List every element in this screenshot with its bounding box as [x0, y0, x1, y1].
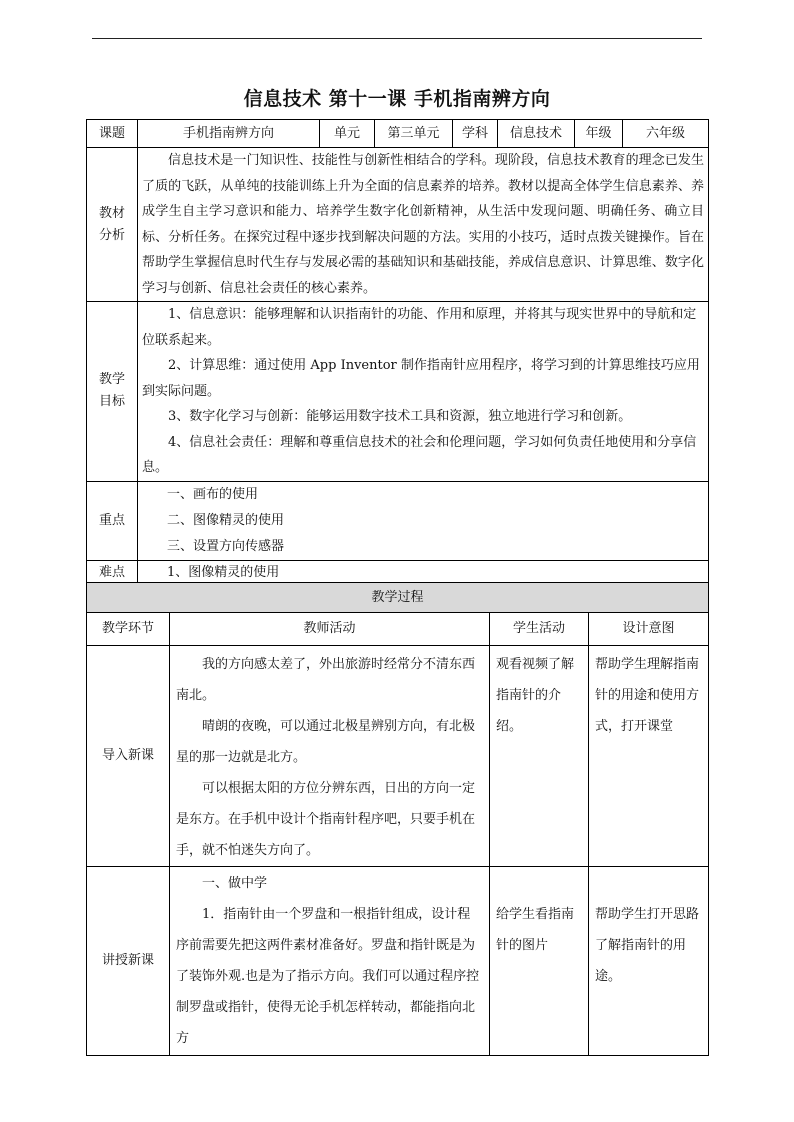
- key-points-label: 重点: [87, 481, 138, 560]
- teacher-activity-cell: [170, 867, 490, 1056]
- subject-value: 信息技术: [498, 120, 575, 148]
- column-header-teacher: 教师活动: [170, 613, 490, 646]
- key-point-item: 三、设置方向传感器: [167, 538, 285, 554]
- process-header-row: [87, 583, 709, 613]
- topic-label: 课题: [87, 120, 138, 148]
- goal-item: 4、信息社会责任：理解和尊重信息技术的社会和伦理问题，学习如何负责任地使用和分享信息。: [142, 434, 697, 475]
- process-header: 教学过程: [87, 583, 709, 613]
- teacher-activity-paragraph: 可以根据太阳的方位分辨东西，日出的方向一定是东方。在手机中设计个指南针程序吧，只要手机在手，就不怕迷失方向了。: [176, 781, 476, 858]
- column-header-stage: 教学环节: [87, 613, 170, 646]
- page-title: 信息技术 第十一课 手机指南辨方向: [243, 88, 551, 110]
- column-header-student: 学生活动: [490, 613, 589, 646]
- goal-item: 3、数字化学习与创新：能够运用数字技术工具和资源，独立地进行学习和创新。: [168, 409, 632, 424]
- key-points-row: [87, 481, 709, 560]
- stage-cell: 导入新课: [87, 646, 170, 867]
- grade-label: 年级: [575, 120, 623, 148]
- key-point-item: 一、画布的使用: [167, 486, 259, 502]
- student-activity-text: 观看视频了解指南针的介绍。: [496, 657, 575, 734]
- process-row-intro: [87, 646, 709, 867]
- subject-label: 学科: [453, 120, 498, 148]
- teacher-activity-paragraph: 1．指南针由一个罗盘和一根指针组成，设计程序前需要先把这两件素材准备好。罗盘和指针既是为了装饰外观.也是为了指示方向。我们可以通过程序控制罗盘或指针，使得无论手机怎样转动，都能指向北方: [176, 907, 480, 1046]
- design-intent-cell: [589, 646, 709, 867]
- difficulty-label: 难点: [87, 560, 138, 586]
- unit-value: 第三单元: [375, 120, 453, 148]
- info-row: [87, 120, 709, 148]
- teacher-activity-paragraph: 我的方向感太差了，外出旅游时经常分不清东西南北。: [176, 657, 476, 703]
- student-activity-text: 给学生看指南针的图片: [496, 907, 575, 953]
- goal-item: 1、信息意识：能够理解和认识指南针的功能、作用和原理，并将其与现实世界中的导航和定位联系起来。: [142, 307, 697, 348]
- analysis-row: [87, 148, 709, 302]
- goals-label: 教学 目标: [87, 302, 138, 482]
- analysis-text: 信息技术是一门知识性、技能性与创新性相结合的学科。现阶段，信息技术教育的理念已发生了质的飞跃，从单纯的技能训练上升为全面的信息素养的培养。教材以提高全体学生信息素养、养成学生自主学习意识和能力、培养学生数字化创新精神，从生活中发现问题、明确任务、确立目标、分析任务。在探究过程中逐步找到解决问题的方法。实用的小技巧，适时点拨关键操作。旨在帮助学生掌握信息时代生存与发展必需的基础知识和基础技能，养成信息意识、计算思维、数字化学习与创新、信息社会责任的核心素养。: [142, 153, 704, 296]
- process-columns-row: [87, 613, 709, 646]
- goal-item: 2、计算思维：通过使用 App Inventor 制作指南针应用程序，将学习到的计算思维技巧应用到实际问题。: [142, 358, 700, 399]
- difficulty-text: 1、图像精灵的使用: [138, 560, 709, 586]
- teacher-activity-cell: [170, 646, 490, 867]
- analysis-cell: [138, 148, 709, 302]
- design-intent-cell: [589, 867, 709, 1056]
- grade-value: 六年级: [623, 120, 709, 148]
- student-activity-cell: [490, 646, 589, 867]
- stage-cell: 讲授新课: [87, 867, 170, 1056]
- design-intent-text: 帮助学生打开思路了解指南针的用途。: [595, 907, 700, 984]
- key-points-cell: [138, 481, 709, 560]
- process-row-new-lesson: [87, 867, 709, 1056]
- lesson-info-table: [86, 119, 709, 587]
- teacher-activity-paragraph: 一、做中学: [202, 876, 268, 891]
- teacher-activity-paragraph: 晴朗的夜晚，可以通过北极星辨别方向，有北极星的那一边就是北方。: [176, 719, 476, 765]
- student-activity-cell: [490, 867, 589, 1056]
- goals-cell: [138, 302, 709, 482]
- design-intent-text: 帮助学生理解指南针的用途和使用方式，打开课堂: [595, 657, 700, 734]
- topic-value: 手机指南辨方向: [138, 120, 320, 148]
- goals-row: [87, 302, 709, 482]
- column-header-intent: 设计意图: [589, 613, 709, 646]
- header-rule: [92, 38, 702, 39]
- key-point-item: 二、图像精灵的使用: [167, 512, 285, 528]
- teaching-process-table: [86, 582, 709, 1056]
- unit-label: 单元: [320, 120, 375, 148]
- analysis-label: 教材 分析: [87, 148, 138, 302]
